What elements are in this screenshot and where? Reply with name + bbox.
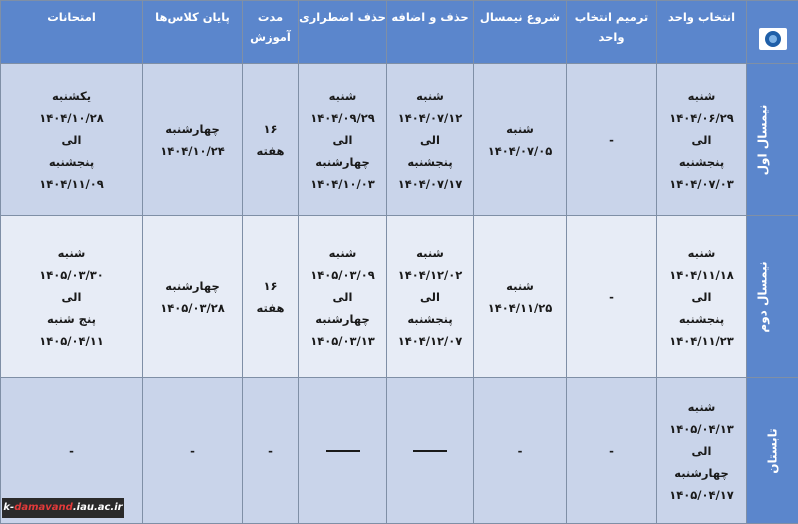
cell-line: شنبه [474, 275, 566, 297]
cell-line: شنبه [474, 118, 566, 140]
cell-line: شنبه [1, 242, 142, 264]
cell-line: ۱۴۰۴/۰۷/۱۲ [387, 107, 473, 129]
header-emergency-drop: حذف اضطراری [299, 1, 387, 64]
cell-line: ۱۴۰۴/۰۹/۲۹ [299, 107, 386, 129]
cell-classes-end [143, 216, 243, 378]
header-add-drop: حذف و اضافه [387, 1, 474, 64]
cell-semester-start [474, 64, 567, 216]
header-course-edit: ترمیم انتخاب واحد [567, 1, 657, 64]
cell-line: - [243, 440, 298, 462]
header-semester-start: شروع نیمسال [474, 1, 567, 64]
cell-course-edit [567, 378, 657, 524]
university-logo-icon [759, 28, 787, 50]
cell-emergency-drop [299, 64, 387, 216]
cell-add-drop [387, 378, 474, 524]
header-duration: مدت آموزش [243, 1, 299, 64]
cell-semester-start [474, 378, 567, 524]
cell-line: چهارشنبه [299, 151, 386, 173]
cell-line: ۱۴۰۴/۰۷/۰۵ [474, 140, 566, 162]
cell-line: ۱۴۰۴/۱۱/۰۹ [1, 173, 142, 195]
cell-duration [243, 64, 299, 216]
cell-line: چهارشنبه [657, 462, 746, 484]
cell-classes-end [143, 378, 243, 524]
cell-line: - [474, 440, 566, 462]
cell-line: هفته [243, 140, 298, 162]
cell-line: پنجشنبه [387, 151, 473, 173]
cell-line: شنبه [387, 242, 473, 264]
cell-line: ۱۴۰۴/۰۷/۱۷ [387, 173, 473, 195]
cell-line: الی [1, 286, 142, 308]
cell-course-edit [567, 64, 657, 216]
cell-line: الی [299, 129, 386, 151]
cell-line: ۱۴۰۴/۱۲/۰۲ [387, 264, 473, 286]
cell-line: ۱۴۰۵/۰۳/۱۳ [299, 330, 386, 352]
cell-classes-end [143, 64, 243, 216]
cell-line: پنجشنبه [657, 151, 746, 173]
cell-line: ۱۴۰۴/۱۰/۰۳ [299, 173, 386, 195]
header-course-selection: انتخاب واحد [657, 1, 747, 64]
cell-line: چهارشنبه [143, 275, 242, 297]
cell-line: چهارشنبه [143, 118, 242, 140]
cell-line: ۱۴۰۴/۱۰/۲۴ [143, 140, 242, 162]
header-exams: امتحانات [1, 1, 143, 64]
cell-line: شنبه [299, 85, 386, 107]
cell-line: ۱۴۰۴/۱۱/۲۳ [657, 330, 746, 352]
cell-line: یکشنبه [1, 85, 142, 107]
table-row [1, 216, 798, 378]
cell-line: الی [657, 129, 746, 151]
cell-line: ۱۴۰۴/۱۱/۲۵ [474, 297, 566, 319]
cell-semester-start [474, 216, 567, 378]
cell-line: پنجشنبه [657, 308, 746, 330]
row-label-cell [747, 216, 798, 378]
logo-cell [747, 1, 798, 64]
cell-line: ۱۴۰۴/۱۰/۲۸ [1, 107, 142, 129]
cell-line: ۱۴۰۵/۰۴/۱۳ [657, 418, 746, 440]
row-label: تابستان [762, 428, 784, 473]
cell-line: ۱۶ [243, 275, 298, 297]
row-label: نیمسال دوم [751, 261, 773, 332]
cell-course-selection [657, 378, 747, 524]
cell-line: الی [299, 286, 386, 308]
cell-line: ۱۴۰۴/۱۲/۰۷ [387, 330, 473, 352]
cell-line: ۱۴۰۴/۰۷/۰۳ [657, 173, 746, 195]
cell-line: شنبه [387, 85, 473, 107]
row-label-cell [747, 378, 798, 524]
cell-emergency-drop [299, 378, 387, 524]
cell-exams [1, 216, 143, 378]
dash-line [326, 450, 360, 452]
header-classes-end: پایان کلاس‌ها [143, 1, 243, 64]
cell-line: ۱۴۰۴/۰۶/۲۹ [657, 107, 746, 129]
cell-line: - [567, 129, 656, 151]
cell-line: ۱۴۰۴/۱۱/۱۸ [657, 264, 746, 286]
cell-line: الی [657, 440, 746, 462]
cell-line: پنج شنبه [1, 308, 142, 330]
table-row [1, 64, 798, 216]
cell-line: ۱۴۰۵/۰۳/۳۰ [1, 264, 142, 286]
cell-line: - [567, 286, 656, 308]
cell-line: ۱۴۰۵/۰۴/۱۷ [657, 484, 746, 506]
cell-line: ۱۴۰۵/۰۳/۰۹ [299, 264, 386, 286]
cell-line: - [1, 440, 142, 462]
cell-line: - [567, 440, 656, 462]
cell-duration [243, 216, 299, 378]
cell-add-drop [387, 216, 474, 378]
cell-line: الی [387, 286, 473, 308]
cell-line: ۱۶ [243, 118, 298, 140]
cell-line: شنبه [657, 242, 746, 264]
row-label-cell [747, 64, 798, 216]
site-watermark: k-damavand.iau.ac.ir [2, 498, 124, 518]
cell-line: الی [387, 129, 473, 151]
cell-add-drop [387, 64, 474, 216]
cell-line: الی [657, 286, 746, 308]
row-label: نیمسال اول [752, 104, 774, 175]
cell-duration [243, 378, 299, 524]
cell-line: - [143, 440, 242, 462]
cell-line: چهارشنبه [299, 308, 386, 330]
cell-exams [1, 64, 143, 216]
cell-line: شنبه [657, 85, 746, 107]
cell-emergency-drop [299, 216, 387, 378]
header-row [1, 1, 798, 64]
dash-line [413, 450, 447, 452]
cell-course-edit [567, 216, 657, 378]
cell-line: شنبه [299, 242, 386, 264]
cell-line: پنجشنبه [387, 308, 473, 330]
cell-line: ۱۴۰۵/۰۴/۱۱ [1, 330, 142, 352]
cell-line: پنجشنبه [1, 151, 142, 173]
cell-line: ۱۴۰۵/۰۳/۲۸ [143, 297, 242, 319]
cell-line: الی [1, 129, 142, 151]
cell-line: شنبه [657, 396, 746, 418]
cell-line: هفته [243, 297, 298, 319]
